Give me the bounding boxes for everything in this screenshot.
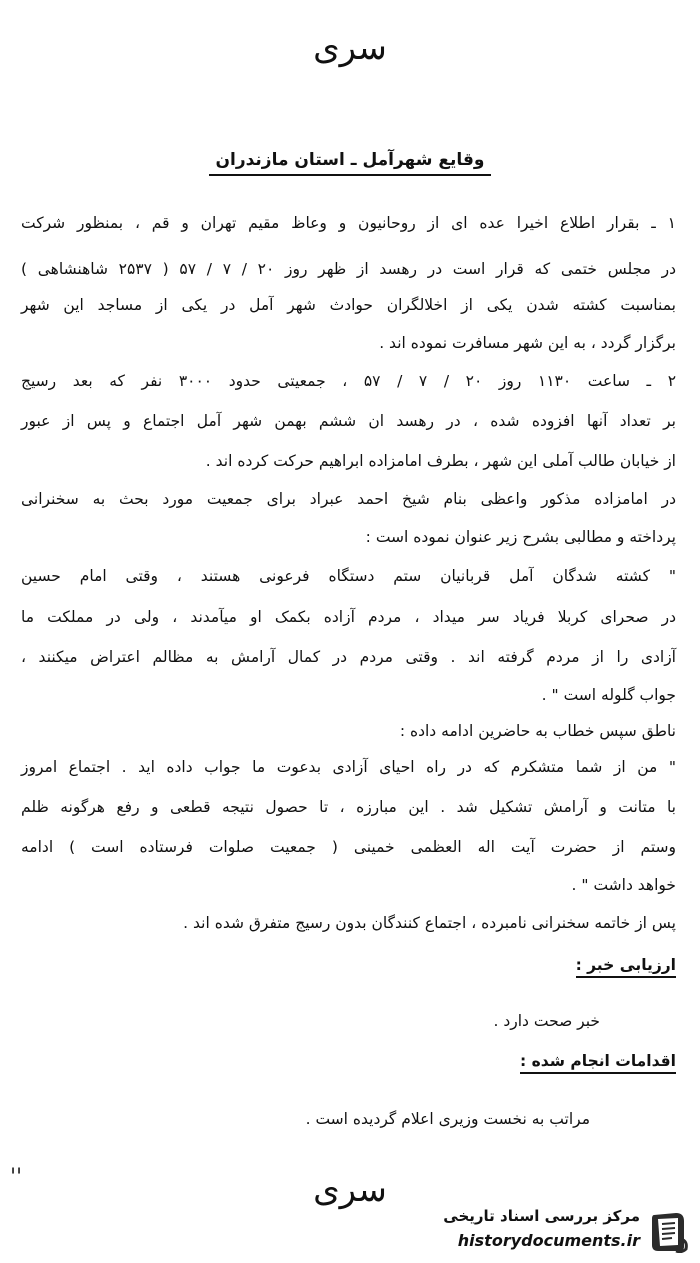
- quote1-line: " کشته شدگان آمل قربانیان ستم دستگاه فرعونی هستند ، وقتی امام حسین: [21, 567, 676, 585]
- paragraph2-line: بر تعداد آنها افزوده شده ، در رهسد ان ششم بهمن شهر آمل اجتماع و پس از عبور: [21, 412, 676, 430]
- quote1-line: در صحرای کربلا فریاد سر میداد ، مردم آزاده بکمک او میآمدند ، ولی در مملکت ما: [21, 608, 676, 626]
- actions-text: مراتب به نخست وزیری اعلام گردیده است .: [305, 1110, 590, 1128]
- paragraph2-line: از خیابان طالب آملی این شهر ، بطرف امامزاده ابراهیم حرکت کرده اند .: [205, 452, 676, 470]
- quote2-line: وستم از حضرت آیت اله العظمی خمینی ( جمعیت صلوات فرستاده است ) ادامه: [21, 838, 676, 856]
- evaluation-heading-text: ارزیابی خبر :: [576, 956, 676, 978]
- speaker-intro: ناطق سپس خطاب به حاضرین ادامه داده :: [399, 722, 676, 740]
- document-title: [0, 150, 700, 176]
- actions-heading-text: اقدامات انجام شده :: [520, 1052, 676, 1074]
- document-title-text: وقایع شهرآمل ـ استان مازندران: [209, 150, 490, 176]
- evaluation-text: خبر صحت دارد .: [493, 1012, 600, 1030]
- paragraph2-line: در امامزاده مذکور واعظی بنام شیخ احمد عبراد برای جمعیت مورد بحث به سخنرانی: [21, 490, 676, 508]
- watermark-name: مرکز بررسی اسناد تاریخی: [443, 1207, 640, 1225]
- quote2-line: خواهد داشت " .: [571, 876, 676, 894]
- document-scroll-icon: [648, 1209, 690, 1253]
- classification-header: سری: [313, 28, 387, 68]
- quote1-line: جواب گلوله است " .: [541, 686, 676, 704]
- paragraph1-line: برگزار گردد ، به این شهر مسافرت نموده اند .: [379, 334, 676, 352]
- watermark: [390, 1205, 690, 1259]
- closing-line: پس از خاتمه سخنرانی نامبرده ، اجتماع کنندگان بدون رسیج متفرق شده اند .: [183, 914, 676, 932]
- watermark-url[interactable]: historydocuments.ir: [457, 1231, 640, 1250]
- paragraph2-line: پرداخته و مطالبی بشرح زیر عنوان نموده است :: [365, 528, 676, 546]
- quote2-line: با متانت و آرامش تشکیل شد . این مبارزه ، تا حصول نتیجه قطعی و رفع هرگونه ظلم: [21, 798, 676, 816]
- quote2-line: " من از شما متشکرم که در راه احیای آزادی بدعوت ما جواب داده اید . اجتماع امروز: [21, 758, 676, 776]
- classification-footer: سری: [313, 1170, 387, 1210]
- paragraph2-line: ۲ ـ ساعت ۱۱۳۰ روز ۲۰ / ۷ / ۵۷ ، جمعیتی حدود ۳۰۰۰ نفر که بعد رسیج: [21, 372, 677, 390]
- actions-heading: [520, 1052, 676, 1070]
- paragraph1-line: ۱ ـ بقرار اطلاع اخیرا عده ای از روحانیون و وعاظ مقیم تهران و قم ، بمنظور شرکت: [21, 214, 676, 232]
- margin-mark: ꞌꞌ: [10, 1165, 23, 1190]
- paragraph1-line: بمناسبت کشته شدن یکی از اخلالگران حوادث شهر آمل در یکی از مساجد این شهر: [21, 296, 676, 314]
- quote1-line: آزادی را از مردم گرفته اند . وقتی مردم در کمال آرامش به مظالم اعتراض میکنند ،: [21, 648, 676, 666]
- paragraph1-line: در مجلس ختمی که قرار است در رهسد از ظهر روز ۲۰ / ۷ / ۵۷ ( ۲۵۳۷ شاهنشاهی ): [21, 260, 676, 278]
- evaluation-heading: [576, 956, 676, 974]
